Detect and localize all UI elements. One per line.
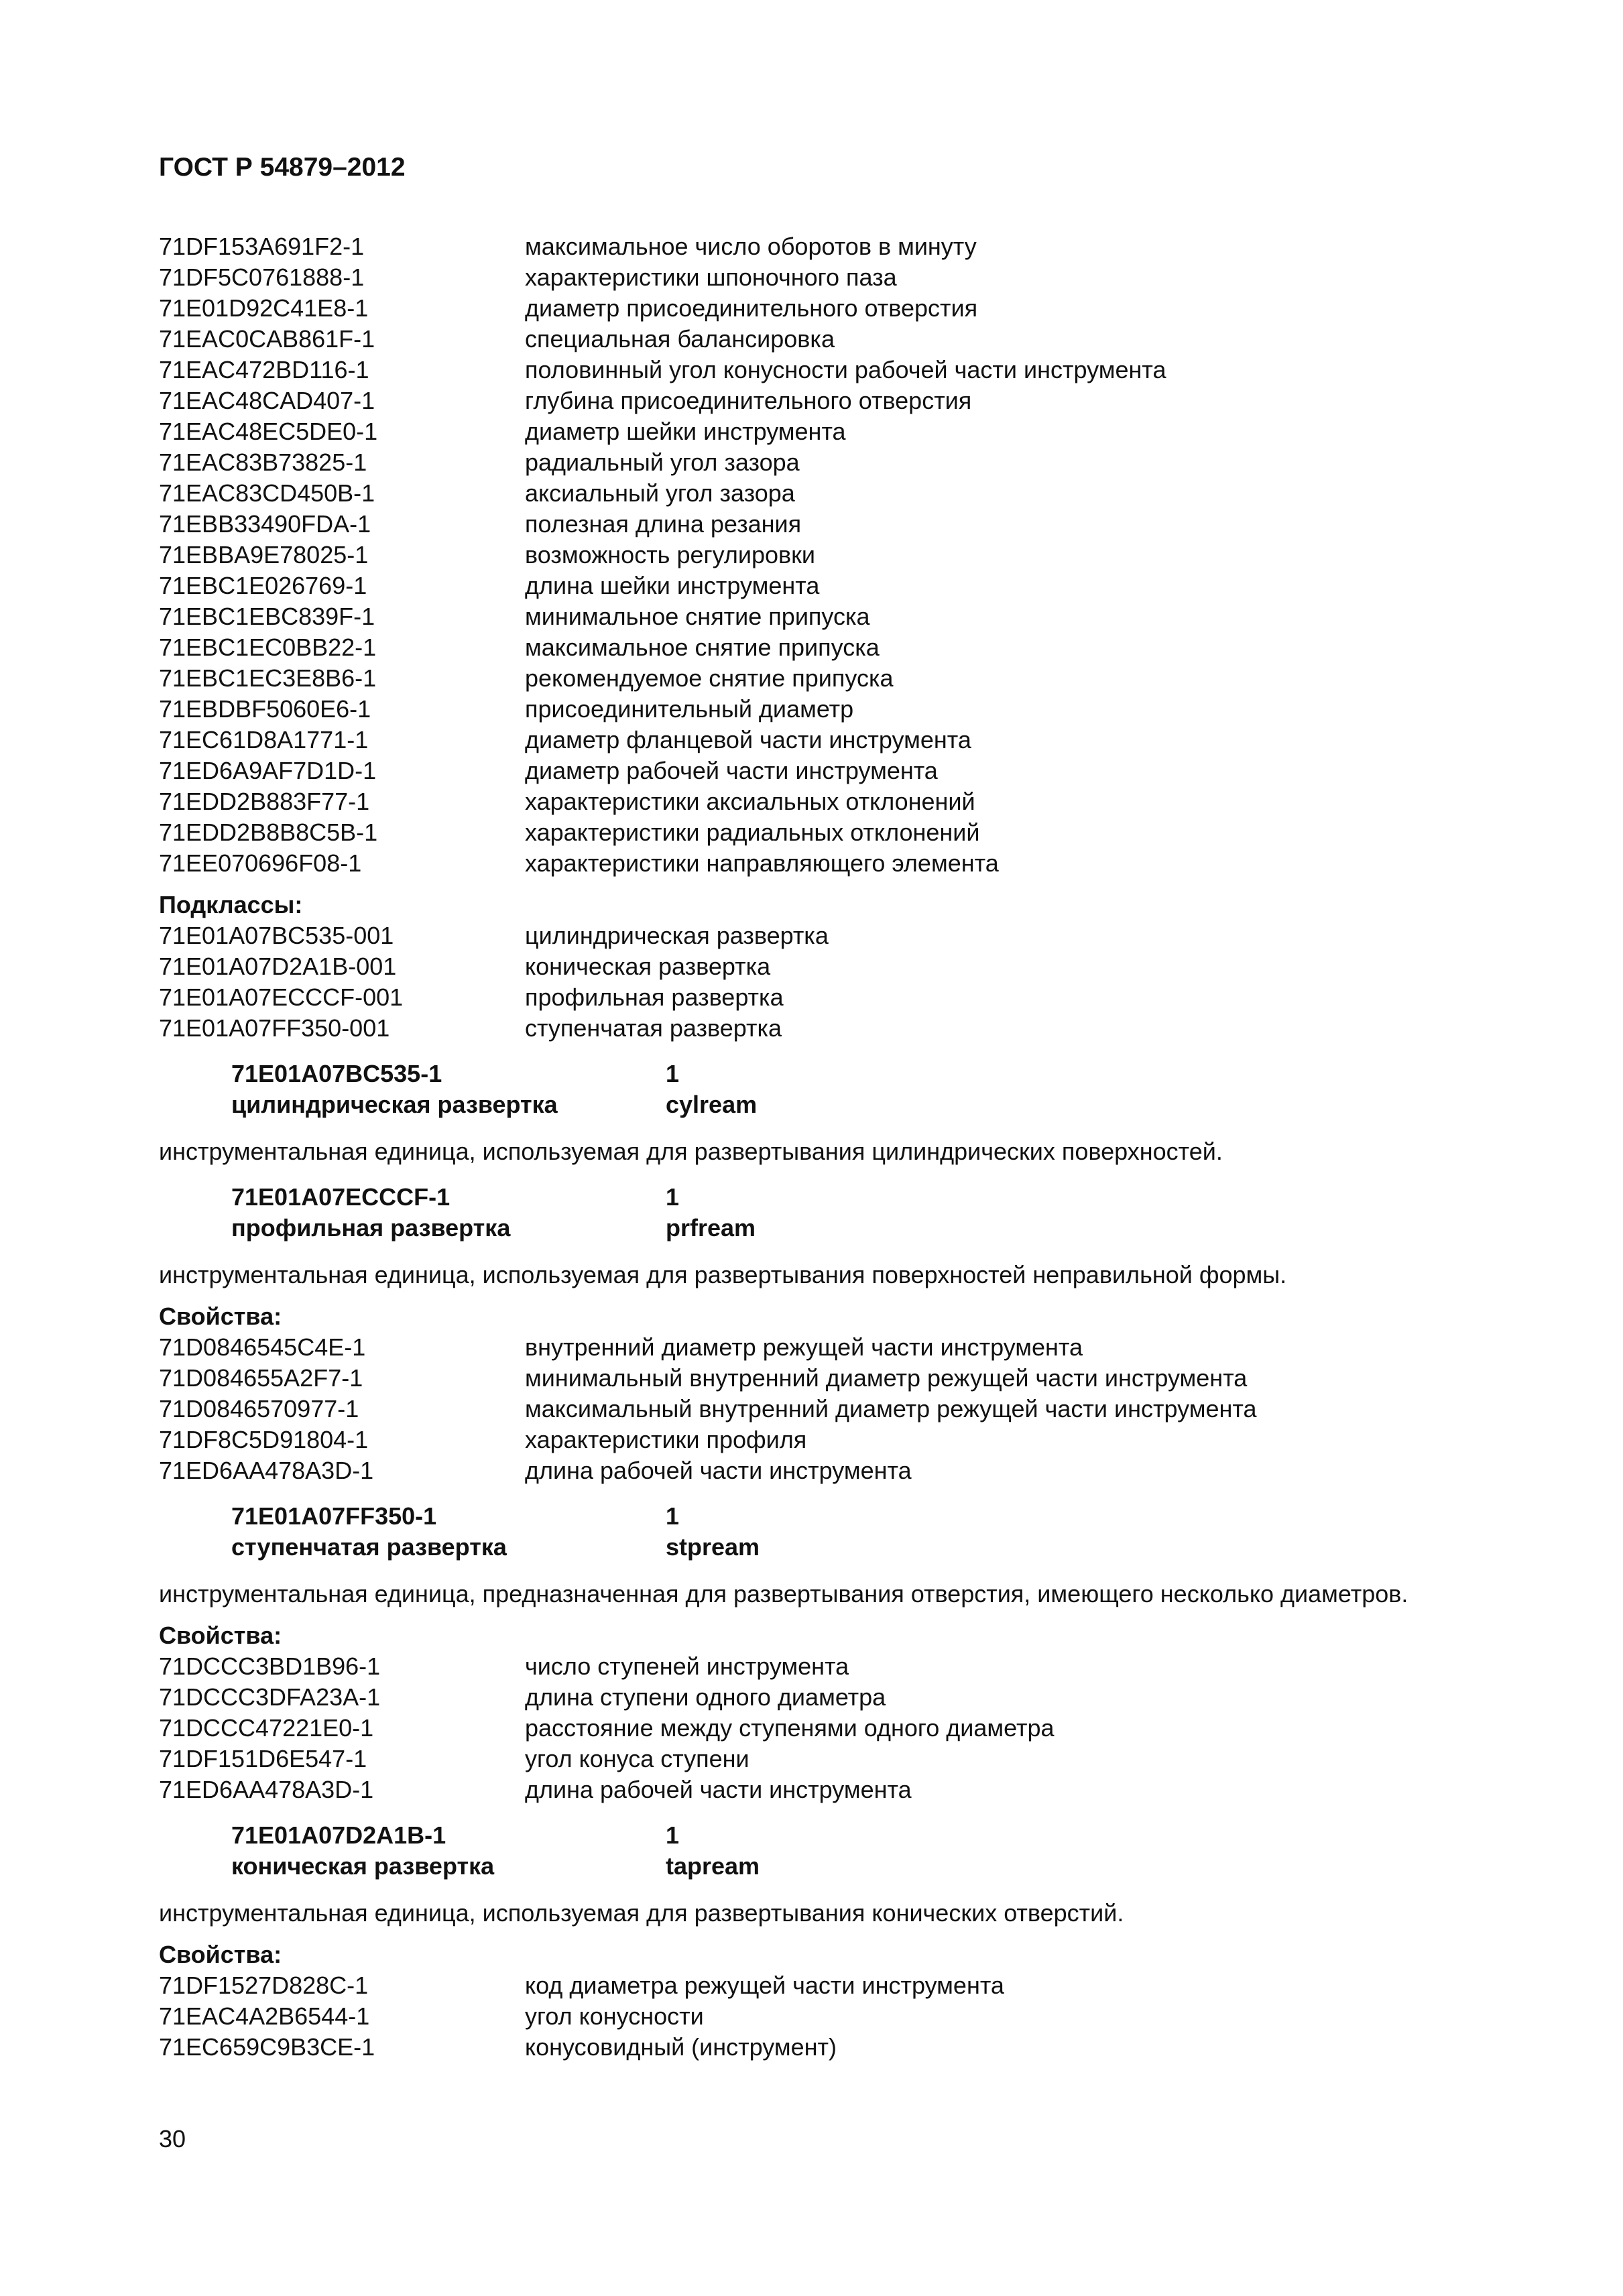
property-code: 71E01D92C41E8-1 — [159, 294, 369, 322]
property-code: 71ED6A9AF7D1D-1 — [159, 757, 377, 784]
property-code: 71EC61D8A1771-1 — [159, 726, 369, 753]
page-number: 30 — [159, 2125, 186, 2153]
class-short-name: stpream — [666, 1533, 760, 1561]
section-heading: Свойства: — [159, 1622, 282, 1649]
property-code: 71DCCC47221E0-1 — [159, 1714, 374, 1742]
class-code: 71E01A07FF350-1 — [231, 1502, 437, 1530]
property-description: характеристики профиля — [525, 1426, 807, 1453]
class-entry-code-line — [231, 1501, 1500, 1532]
property-code: 71EC659C9B3CE-1 — [159, 2033, 375, 2061]
property-description: диаметр фланцевой части инструмента — [525, 726, 971, 753]
property-row — [159, 1332, 1500, 1363]
property-code: 71ED6AA478A3D-1 — [159, 1776, 374, 1803]
property-description: число ступеней инструмента — [525, 1652, 849, 1680]
property-code: 71DF153A691F2-1 — [159, 233, 365, 260]
property-row — [159, 447, 1500, 478]
document-content — [159, 231, 1500, 2063]
class-code: 71E01A07D2A1B-1 — [231, 1821, 446, 1849]
class-entry-name-line — [231, 1532, 1500, 1563]
property-row — [159, 1774, 1500, 1805]
class-definition: инструментальная единица, используемая для развертывания цилиндрических поверхностей. — [159, 1138, 1223, 1165]
class-name: коническая развертка — [231, 1852, 495, 1880]
property-row — [159, 231, 1500, 262]
property-description: глубина присоединительного отверстия — [525, 387, 972, 414]
class-short-name: prfream — [666, 1214, 756, 1242]
class-entry-header — [159, 1501, 1500, 1563]
property-code: 71EAC83CD450B-1 — [159, 479, 375, 507]
property-code: 71E01A07D2A1B-001 — [159, 953, 397, 980]
property-code: 71EAC48CAD407-1 — [159, 387, 375, 414]
property-description: расстояние между ступенями одного диаметра — [525, 1714, 1055, 1742]
property-code: 71D084655A2F7-1 — [159, 1364, 363, 1392]
class-entry-code-line — [231, 1820, 1500, 1851]
property-row — [159, 982, 1500, 1013]
section-heading: Свойства: — [159, 1941, 282, 1968]
property-code: 71ED6AA478A3D-1 — [159, 1457, 374, 1484]
property-description: специальная балансировка — [525, 325, 835, 353]
class-name: профильная развертка — [231, 1214, 511, 1242]
property-code: 71EAC472BD116-1 — [159, 356, 369, 383]
property-code: 71D0846545C4E-1 — [159, 1333, 366, 1361]
property-description: код диаметра режущей части инструмента — [525, 1972, 1004, 1999]
property-row — [159, 848, 1500, 879]
property-code: 71EBC1EC3E8B6-1 — [159, 664, 377, 692]
property-description: диаметр присоединительного отверстия — [525, 294, 978, 322]
property-code: 71E01A07FF350-001 — [159, 1014, 390, 1042]
property-row — [159, 570, 1500, 601]
property-description: половинный угол конусности рабочей части инструмента — [525, 356, 1166, 383]
property-code: 71D0846570977-1 — [159, 1395, 359, 1423]
class-version: 1 — [666, 1060, 680, 1087]
property-description: полезная длина резания — [525, 510, 802, 538]
property-row — [159, 2032, 1500, 2063]
document-header-title: ГОСТ Р 54879–2012 — [159, 153, 406, 182]
class-entry-header — [159, 1182, 1500, 1244]
property-description: диаметр шейки инструмента — [525, 418, 846, 445]
property-code: 71EDD2B8B8C5B-1 — [159, 819, 378, 846]
property-row — [159, 324, 1500, 355]
property-code: 71DCCC3DFA23A-1 — [159, 1683, 381, 1711]
property-row — [159, 632, 1500, 663]
property-row — [159, 355, 1500, 385]
class-short-name: cylream — [666, 1091, 758, 1118]
property-row — [159, 478, 1500, 509]
property-code: 71EDD2B883F77-1 — [159, 788, 370, 815]
class-name: цилиндрическая развертка — [231, 1091, 558, 1118]
property-row — [159, 293, 1500, 324]
property-description: коническая развертка — [525, 953, 771, 980]
class-definition: инструментальная единица, используемая для развертывания поверхностей неправильной формы. — [159, 1261, 1287, 1288]
class-code: 71E01A07BC535-1 — [231, 1060, 442, 1087]
property-description: характеристики шпоночного паза — [525, 263, 897, 291]
property-description: радиальный угол зазора — [525, 448, 800, 476]
property-code: 71DF1527D828C-1 — [159, 1972, 369, 1999]
property-description: максимальное снятие припуска — [525, 633, 880, 661]
property-description: угол конусности — [525, 2002, 704, 2030]
class-entry-name-line — [231, 1089, 1500, 1120]
property-description: минимальный внутренний диаметр режущей части инструмента — [525, 1364, 1248, 1392]
property-code: 71DF151D6E547-1 — [159, 1745, 367, 1772]
property-row — [159, 1425, 1500, 1455]
class-entry-name-line — [231, 1851, 1500, 1882]
property-code: 71EBDBF5060E6-1 — [159, 695, 371, 723]
section-heading: Подклассы: — [159, 891, 303, 918]
property-row — [159, 1713, 1500, 1744]
property-code: 71EAC83B73825-1 — [159, 448, 367, 476]
property-row — [159, 385, 1500, 416]
property-code: 71E01A07BC535-001 — [159, 922, 394, 949]
property-row — [159, 694, 1500, 725]
property-row — [159, 951, 1500, 982]
property-row — [159, 920, 1500, 951]
property-description: внутренний диаметр режущей части инструмента — [525, 1333, 1083, 1361]
property-description: длина рабочей части инструмента — [525, 1457, 912, 1484]
class-version: 1 — [666, 1183, 680, 1211]
property-description: присоединительный диаметр — [525, 695, 854, 723]
property-code: 71E01A07ECCCF-001 — [159, 983, 404, 1011]
class-entry-name-line — [231, 1213, 1500, 1244]
property-description: возможность регулировки — [525, 541, 815, 568]
property-description: рекомендуемое снятие припуска — [525, 664, 894, 692]
property-row — [159, 1394, 1500, 1425]
section-heading: Свойства: — [159, 1303, 282, 1330]
property-row — [159, 2001, 1500, 2032]
class-definition: инструментальная единица, используемая для развертывания конических отверстий. — [159, 1899, 1124, 1927]
property-row — [159, 817, 1500, 848]
property-row — [159, 1970, 1500, 2001]
class-version: 1 — [666, 1502, 680, 1530]
property-description: аксиальный угол зазора — [525, 479, 795, 507]
property-code: 71EAC4A2B6544-1 — [159, 2002, 370, 2030]
property-code: 71DCCC3BD1B96-1 — [159, 1652, 381, 1680]
class-short-name: tapream — [666, 1852, 760, 1880]
property-code: 71DF8C5D91804-1 — [159, 1426, 369, 1453]
property-row — [159, 540, 1500, 570]
property-code: 71EAC0CAB861F-1 — [159, 325, 375, 353]
property-row — [159, 1744, 1500, 1774]
class-entry-code-line — [231, 1182, 1500, 1213]
property-description: конусовидный (инструмент) — [525, 2033, 837, 2061]
property-row — [159, 601, 1500, 632]
property-row — [159, 262, 1500, 293]
property-code: 71EBB33490FDA-1 — [159, 510, 371, 538]
property-code: 71EBBA9E78025-1 — [159, 541, 369, 568]
property-description: характеристики радиальных отклонений — [525, 819, 980, 846]
property-row — [159, 1651, 1500, 1682]
property-row — [159, 663, 1500, 694]
property-code: 71EAC48EC5DE0-1 — [159, 418, 378, 445]
property-description: длина рабочей части инструмента — [525, 1776, 912, 1803]
property-description: цилиндрическая развертка — [525, 922, 829, 949]
property-description: характеристики направляющего элемента — [525, 849, 999, 877]
property-description: максимальный внутренний диаметр режущей части инструмента — [525, 1395, 1257, 1423]
property-row — [159, 1455, 1500, 1486]
property-description: длина шейки инструмента — [525, 572, 820, 599]
property-description: диаметр рабочей части инструмента — [525, 757, 938, 784]
property-description: угол конуса ступени — [525, 1745, 749, 1772]
class-name: ступенчатая развертка — [231, 1533, 507, 1561]
property-description: длина ступени одного диаметра — [525, 1683, 886, 1711]
property-code: 71EBC1EC0BB22-1 — [159, 633, 377, 661]
property-row — [159, 416, 1500, 447]
property-code: 71EE070696F08-1 — [159, 849, 362, 877]
property-row — [159, 1682, 1500, 1713]
property-row — [159, 509, 1500, 540]
property-row — [159, 1013, 1500, 1044]
property-row — [159, 786, 1500, 817]
property-row — [159, 1363, 1500, 1394]
property-row — [159, 756, 1500, 786]
class-version: 1 — [666, 1821, 680, 1849]
class-entry-header — [159, 1820, 1500, 1882]
class-entry-code-line — [231, 1059, 1500, 1089]
property-code: 71EBC1E026769-1 — [159, 572, 367, 599]
property-description: характеристики аксиальных отклонений — [525, 788, 975, 815]
property-row — [159, 725, 1500, 756]
property-code: 71EBC1EBC839F-1 — [159, 603, 375, 630]
class-entry-header — [159, 1059, 1500, 1120]
property-code: 71DF5C0761888-1 — [159, 263, 365, 291]
property-description: максимальное число оборотов в минуту — [525, 233, 977, 260]
property-description: ступенчатая развертка — [525, 1014, 782, 1042]
property-description: минимальное снятие припуска — [525, 603, 870, 630]
class-definition: инструментальная единица, предназначенная для развертывания отверстия, имеющего несколько диаметров. — [159, 1580, 1408, 1608]
class-code: 71E01A07ECCCF-1 — [231, 1183, 450, 1211]
property-description: профильная развертка — [525, 983, 784, 1011]
